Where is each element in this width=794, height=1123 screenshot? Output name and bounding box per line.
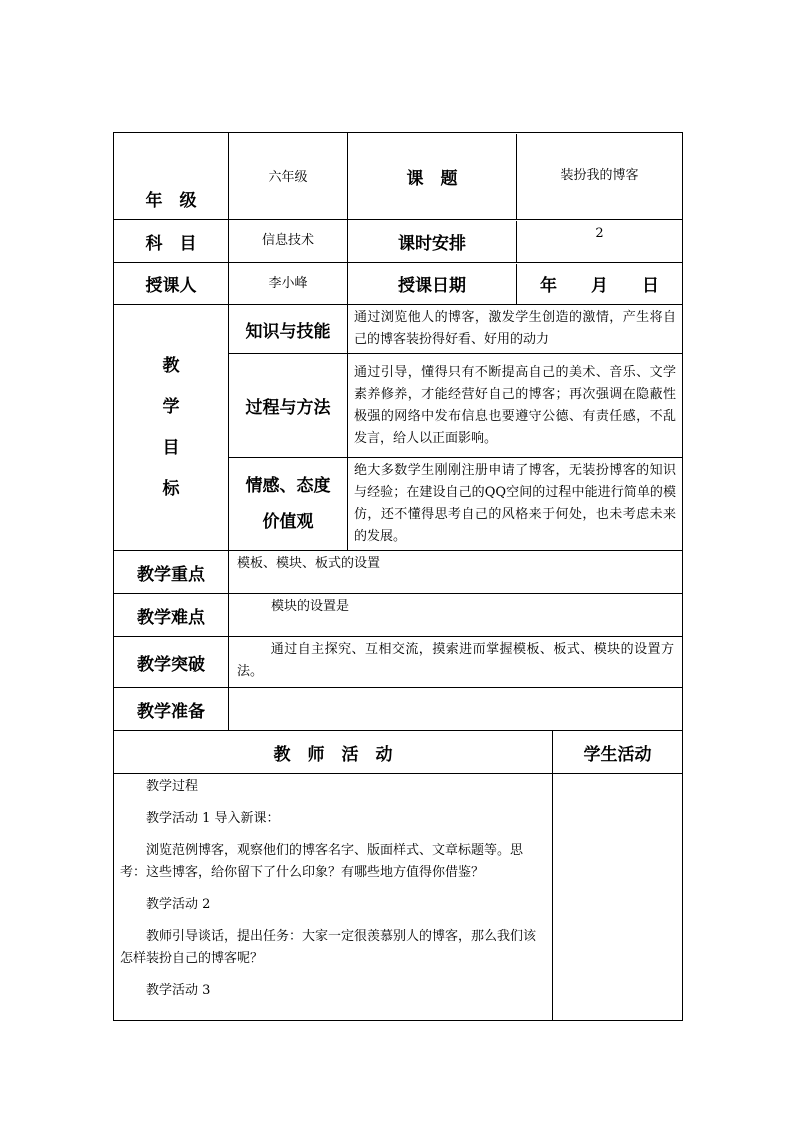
row-activities-header [114,731,683,774]
difficulty-label: 教学难点 [114,594,229,637]
date-label: 授课日期 [348,264,517,304]
difficulty-text: 模块的设置是 [229,594,683,637]
teacher-activity-header: 教 师 活 动 [114,731,553,774]
activity-line-1-detail: 浏览范例博客，观察他们的博客名字、版面样式、文章标题等。思考：这些博客，给你留下了什么印象？有哪些地方值得你借鉴？ [120,843,524,880]
grade-value: 六年级 [229,133,348,220]
preparation-label: 教学准备 [114,688,229,731]
topic-label: 课 题 [348,134,517,219]
knowledge-text: 通过浏览他人的博客，激发学生创造的激情，产生将自己的博客装扮得好看、好用的动力 [348,305,683,354]
key-point-text: 模板、模块、板式的设置 [229,551,683,594]
teacher-value: 李小峰 [229,263,348,305]
breakthrough-text: 通过自主探究、互相交流，摸索进而掌握模板、板式、模块的设置方法。 [229,637,683,688]
date-cell [348,263,683,305]
row-activities-body [114,774,683,1021]
student-activity-header: 学生活动 [553,731,683,774]
activity-line-3: 教学活动 3 [146,983,211,998]
topic-value: 装扮我的博客 [560,168,639,183]
topic-cell [348,133,683,220]
row-difficulty [114,594,683,637]
process-text: 通过引导，懂得只有不断提高自己的美术、音乐、文学素养修养，才能经营好自己的博客；再次强调在隐蔽性极强的网络中发布信息也要遵守公德、有责任感，不乱发言，给人以正面影响。 [348,354,683,458]
attitude-text: 绝大多数学生刚刚注册申请了博客，无装扮博客的知识与经验；在建设自己的QQ空间的过程中能进行简单的模仿，还不懂得思考自己的风格来于何处，也未考虑未来的发展。 [348,458,683,551]
hours-cell [348,220,683,263]
teacher-activity-content [114,774,553,1021]
goals-char-1: 教 [162,355,180,376]
student-activity-content [553,774,683,1021]
date-value: 年 月 日 [540,276,659,296]
row-subject [114,220,683,263]
row-goal-knowledge [114,305,683,354]
hours-label: 课时安排 [348,221,517,262]
subject-label: 科 目 [114,220,229,263]
hours-value: 2 [595,225,604,241]
attitude-label-line1: 情感、态度 [245,476,331,496]
preparation-text [229,688,683,731]
activity-line-1: 教学活动 1 导入新课： [146,811,280,826]
row-key-point [114,551,683,594]
teacher-label: 授课人 [114,263,229,305]
goals-char-3: 目 [162,437,180,458]
lesson-plan-table [113,132,683,1021]
goals-char-4: 标 [162,478,180,499]
row-preparation [114,688,683,731]
knowledge-label: 知识与技能 [229,305,348,354]
goals-char-2: 学 [162,396,180,417]
activity-line-2: 教学活动 2 [146,897,211,912]
row-teacher [114,263,683,305]
goals-section-label [114,305,229,551]
process-label: 过程与方法 [229,354,348,458]
key-point-label: 教学重点 [114,551,229,594]
row-grade [114,133,683,220]
row-breakthrough [114,637,683,688]
attitude-label-line2: 价值观 [262,512,314,532]
grade-label: 年 级 [114,133,229,220]
subject-value: 信息技术 [229,220,348,263]
activity-line-2-detail: 教师引导谈话，提出任务：大家一定很羡慕别人的博客，那么我们该怎样装扮自己的博客呢？ [120,929,537,966]
breakthrough-label: 教学突破 [114,637,229,688]
activity-line-process: 教学过程 [146,779,199,794]
attitude-label [229,458,348,551]
